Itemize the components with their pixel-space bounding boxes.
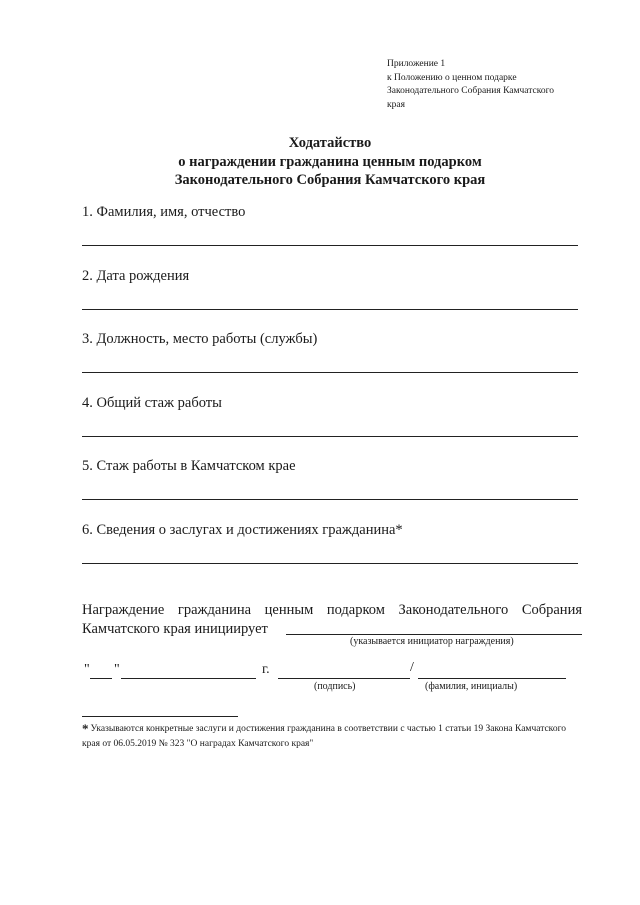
signature-input[interactable] [278, 678, 410, 679]
field-input-full-name[interactable] [82, 245, 578, 246]
signature-caption: (подпись) [314, 681, 356, 692]
footnote-separator [82, 716, 238, 717]
name-initials-caption: (фамилия, инициалы) [425, 681, 518, 692]
title-line-1: Ходатайство [288, 135, 372, 151]
footnote [82, 721, 582, 752]
field-label-position: 3. Должность, место работы (службы) [82, 331, 318, 347]
document-title [80, 134, 580, 190]
field-label-full-name: 1. Фамилия, имя, отчество [82, 204, 246, 220]
field-label-birth-date: 2. Дата рождения [82, 268, 190, 284]
date-day-input[interactable] [90, 678, 112, 679]
field-label-total-experience: 4. Общий стаж работы [82, 395, 222, 411]
field-input-merits[interactable] [82, 563, 578, 564]
date-quote-open: " [84, 662, 90, 677]
appendix-line: к Положению о ценном подарке [387, 72, 517, 83]
initiator-caption: (указывается инициатор награждения) [350, 636, 514, 647]
footnote-text: Указываются конкретные заслуги и достижения гражданина в соответствии с частью 1 статьи 19 Закона Камчатского края от 06.05.2019 № 323 "О наградах Камчатского края" [82, 724, 566, 749]
field-input-position[interactable] [82, 372, 578, 373]
initiator-input[interactable] [286, 634, 582, 635]
date-year-suffix: г. [262, 662, 270, 677]
appendix-line: Приложение 1 [387, 59, 446, 69]
signature-slash: / [410, 660, 414, 675]
appendix-note [387, 58, 597, 112]
field-input-total-experience[interactable] [82, 436, 578, 437]
name-initials-input[interactable] [418, 678, 566, 679]
footnote-star: * [82, 721, 89, 736]
field-label-kamchatka-experience: 5. Стаж работы в Камчатском крае [82, 458, 296, 474]
field-input-kamchatka-experience[interactable] [82, 499, 578, 500]
title-line-2: о награждении гражданина ценным подарком [178, 153, 482, 170]
date-quote-close: " [114, 662, 120, 677]
appendix-line: Законодательного Собрания Камчатского [387, 86, 555, 96]
title-line-3: Законодательного Собрания Камчатского края [174, 172, 486, 188]
field-input-birth-date[interactable] [82, 309, 578, 310]
appendix-line: края [387, 99, 405, 110]
initiator-text: Награждение гражданина ценным подарком Законодательного Собрания Камчатского края инициирует [82, 602, 582, 637]
field-label-merits: 6. Сведения о заслугах и достижениях гражданина* [82, 522, 403, 538]
date-month-year-input[interactable] [121, 678, 256, 679]
